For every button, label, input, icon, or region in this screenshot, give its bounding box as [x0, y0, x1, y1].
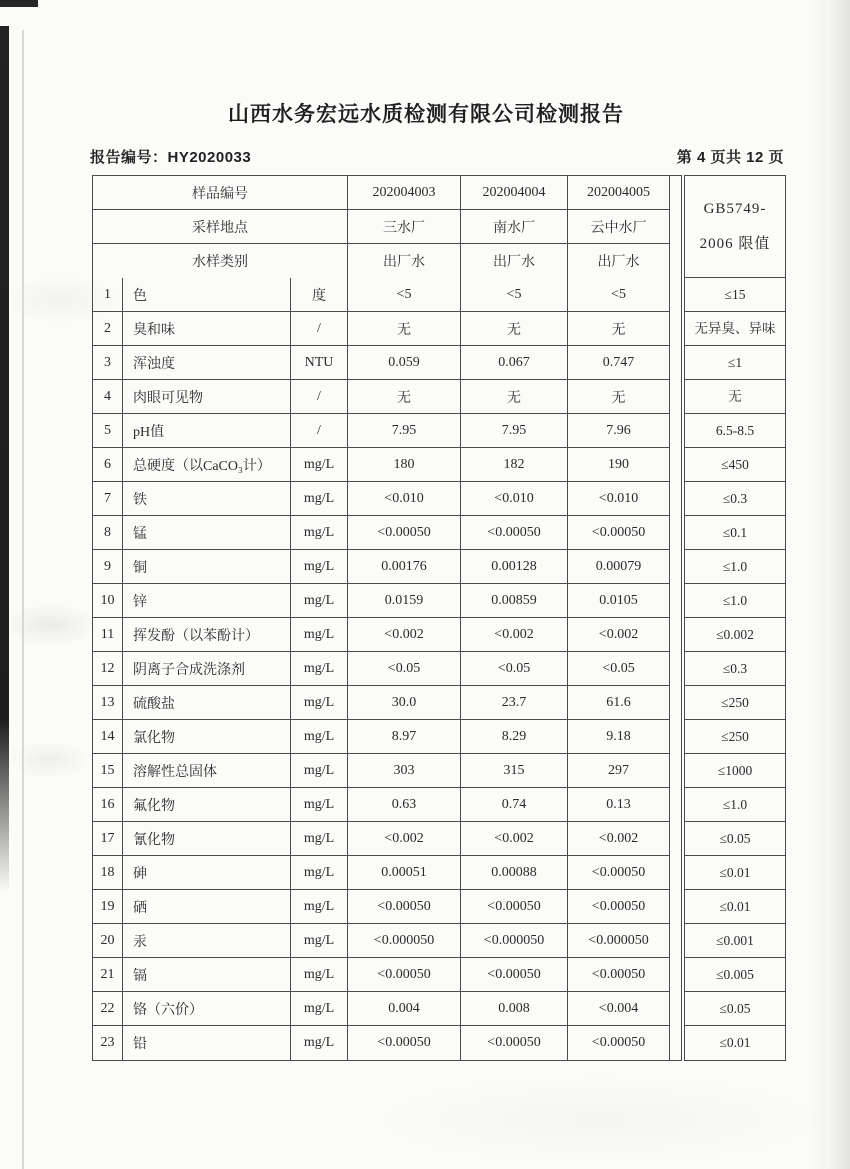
limit-standard-line1: GB5749- — [703, 200, 767, 217]
table-row — [93, 312, 669, 346]
table-row — [93, 550, 669, 584]
param-name-cell: pH值 — [123, 414, 291, 448]
value-cell: 0.00176 — [348, 550, 461, 584]
value-cell: <0.002 — [461, 822, 568, 856]
row-index-cell: 4 — [93, 380, 123, 414]
unit-cell: mg/L — [291, 890, 348, 924]
unit-cell: mg/L — [291, 788, 348, 822]
limits-table — [684, 175, 786, 1061]
unit-cell: mg/L — [291, 448, 348, 482]
param-name-cell: 硫酸盐 — [123, 686, 291, 720]
unit-cell: mg/L — [291, 482, 348, 516]
limit-cell: ≤450 — [685, 448, 785, 482]
value-cell: <0.000050 — [461, 924, 568, 958]
value-cell: 0.747 — [568, 346, 669, 380]
limit-cell: ≤15 — [685, 278, 785, 312]
limit-cell: ≤0.05 — [685, 822, 785, 856]
page-indicator: 第 4 页共 12 页 — [676, 149, 784, 166]
unit-cell: mg/L — [291, 652, 348, 686]
limit-cell: 6.5-8.5 — [685, 414, 785, 448]
row-index-cell: 3 — [93, 346, 123, 380]
limit-cell: ≤250 — [685, 686, 785, 720]
value-cell: <0.00050 — [348, 958, 461, 992]
value-cell: <0.002 — [568, 822, 669, 856]
header-row-location — [93, 210, 669, 244]
value-cell: 无 — [461, 312, 568, 346]
limit-cell: ≤1.0 — [685, 788, 785, 822]
row-index-cell: 19 — [93, 890, 123, 924]
row-index-cell: 1 — [93, 278, 123, 312]
unit-cell: mg/L — [291, 822, 348, 856]
limit-cell: ≤1 — [685, 346, 785, 380]
value-cell: <0.010 — [461, 482, 568, 516]
scan-top-edge-artifact — [0, 0, 38, 7]
value-cell: 0.059 — [348, 346, 461, 380]
limit-cell: ≤0.05 — [685, 992, 785, 1026]
param-name-cell: 浑浊度 — [123, 346, 291, 380]
value-cell: 0.00088 — [461, 856, 568, 890]
unit-cell: mg/L — [291, 516, 348, 550]
limit-cell: 无异臭、异味 — [685, 312, 785, 346]
sample-type-label-cell: 水样类别 — [93, 244, 348, 278]
value-cell: <0.00050 — [461, 1026, 568, 1060]
table-row — [93, 822, 669, 856]
param-name-cell: 臭和味 — [123, 312, 291, 346]
table-row — [93, 618, 669, 652]
unit-cell: mg/L — [291, 856, 348, 890]
location-cell: 三水厂 — [348, 210, 461, 244]
value-cell: 无 — [568, 312, 669, 346]
table-row — [93, 346, 669, 380]
value-cell: 0.00051 — [348, 856, 461, 890]
limit-cell: ≤0.3 — [685, 482, 785, 516]
value-cell: <5 — [568, 278, 669, 312]
param-name-cell: 氯化物 — [123, 720, 291, 754]
value-cell: 8.97 — [348, 720, 461, 754]
param-name-cell: 砷 — [123, 856, 291, 890]
limit-cell: ≤0.3 — [685, 652, 785, 686]
value-cell: 0.00128 — [461, 550, 568, 584]
sample-type-cell: 出厂水 — [461, 244, 568, 278]
page-edge-line — [22, 30, 24, 1169]
location-cell: 云中水厂 — [568, 210, 669, 244]
value-cell: 7.96 — [568, 414, 669, 448]
value-cell: 7.95 — [461, 414, 568, 448]
value-cell: <0.00050 — [568, 516, 669, 550]
value-cell: <0.05 — [348, 652, 461, 686]
table-spacer-column — [669, 175, 682, 1061]
row-index-cell: 7 — [93, 482, 123, 516]
table-row — [93, 720, 669, 754]
value-cell: <0.010 — [568, 482, 669, 516]
table-row — [93, 1026, 669, 1060]
table-row — [93, 584, 669, 618]
limit-cell: ≤0.005 — [685, 958, 785, 992]
value-cell: 8.29 — [461, 720, 568, 754]
row-index-cell: 21 — [93, 958, 123, 992]
row-index-cell: 17 — [93, 822, 123, 856]
value-cell: <0.000050 — [568, 924, 669, 958]
limit-cell: ≤250 — [685, 720, 785, 754]
value-cell: <0.002 — [568, 618, 669, 652]
limit-cell: ≤0.01 — [719, 1035, 751, 1050]
results-table — [93, 176, 669, 1060]
row-index-cell: 2 — [93, 312, 123, 346]
value-cell: <0.00050 — [461, 890, 568, 924]
sample-id-label-cell: 样品编号 — [93, 176, 348, 210]
param-name-cell: 铁 — [123, 482, 291, 516]
value-cell: <0.00050 — [568, 890, 669, 924]
header-row-sample-type — [93, 244, 669, 278]
unit-cell: mg/L — [291, 992, 348, 1026]
value-cell: <0.00050 — [461, 516, 568, 550]
limit-standard-line2: 2006 限值 — [699, 235, 771, 252]
report-title: 山西水务宏远水质检测有限公司检测报告 — [228, 103, 624, 126]
table-row — [93, 278, 669, 312]
value-cell: 无 — [348, 312, 461, 346]
param-name-cell: 锌 — [123, 584, 291, 618]
param-name-cell: 铜 — [123, 550, 291, 584]
row-index-cell: 10 — [93, 584, 123, 618]
value-cell: <0.00050 — [461, 958, 568, 992]
unit-cell: 度 — [291, 278, 348, 312]
value-cell: 0.00079 — [568, 550, 669, 584]
limit-cell: 无 — [685, 380, 785, 414]
param-name-cell: 汞 — [123, 924, 291, 958]
table-row — [93, 754, 669, 788]
value-cell: 182 — [461, 448, 568, 482]
sample-id-cell: 202004003 — [348, 176, 461, 210]
sample-id-cell: 202004004 — [461, 176, 568, 210]
value-cell: 0.0159 — [348, 584, 461, 618]
table-row — [93, 890, 669, 924]
unit-cell: / — [291, 312, 348, 346]
value-cell: 无 — [568, 380, 669, 414]
row-index-cell: 16 — [93, 788, 123, 822]
row-index-cell: 11 — [93, 618, 123, 652]
value-cell: 0.004 — [348, 992, 461, 1026]
value-cell: 0.74 — [461, 788, 568, 822]
limit-cell: ≤1.0 — [685, 550, 785, 584]
row-index-cell: 18 — [93, 856, 123, 890]
param-name-cell: 总硬度（以CaCO₃计） — [123, 448, 291, 482]
value-cell: 190 — [568, 448, 669, 482]
unit-cell: mg/L — [291, 958, 348, 992]
row-index-cell: 20 — [93, 924, 123, 958]
results-table-frame — [92, 175, 670, 1061]
unit-cell: / — [291, 414, 348, 448]
value-cell: 180 — [348, 448, 461, 482]
limit-cell: ≤0.01 — [685, 856, 785, 890]
param-name-cell: 挥发酚（以苯酚计） — [123, 618, 291, 652]
report-number: 报告编号：HY2020033 — [90, 149, 252, 166]
table-row — [93, 516, 669, 550]
value-cell: 0.13 — [568, 788, 669, 822]
row-index-cell: 6 — [93, 448, 123, 482]
value-cell: <0.00050 — [591, 1035, 646, 1050]
report-meta-row — [90, 146, 784, 167]
header-row-sample-id — [93, 176, 669, 210]
param-name-cell: 肉眼可见物 — [123, 380, 291, 414]
unit-cell: mg/L — [291, 618, 348, 652]
value-cell: <0.004 — [568, 992, 669, 1026]
limit-cells-container — [685, 278, 785, 1060]
table-row — [93, 686, 669, 720]
table-row — [93, 958, 669, 992]
row-index-cell: 8 — [93, 516, 123, 550]
scan-left-edge-artifact — [0, 26, 9, 892]
unit-cell: mg/L — [291, 924, 348, 958]
row-index-cell: 5 — [93, 414, 123, 448]
param-name-cell: 氰化物 — [123, 822, 291, 856]
row-index-cell: 13 — [93, 686, 123, 720]
unit-cell: / — [291, 380, 348, 414]
results-body — [93, 278, 669, 1060]
row-index-cell: 14 — [93, 720, 123, 754]
param-name-cell: 铅 — [123, 1026, 291, 1060]
table-row — [93, 924, 669, 958]
value-cell: 303 — [348, 754, 461, 788]
limit-cell: ≤0.1 — [685, 516, 785, 550]
value-cell: 无 — [348, 380, 461, 414]
location-label-cell: 采样地点 — [93, 210, 348, 244]
value-cell: <0.000050 — [348, 924, 461, 958]
param-name-cell: 铬（六价） — [123, 992, 291, 1026]
unit-cell: mg/L — [291, 754, 348, 788]
limit-cell: ≤0.01 — [685, 890, 785, 924]
value-cell: <0.05 — [461, 652, 568, 686]
limit-cell: ≤0.001 — [685, 924, 785, 958]
value-cell: <0.002 — [461, 618, 568, 652]
row-index-cell: 12 — [93, 652, 123, 686]
value-cell: 0.067 — [461, 346, 568, 380]
value-cell: <5 — [461, 278, 568, 312]
value-cell: <0.002 — [348, 618, 461, 652]
param-name-cell: 阴离子合成洗涤剂 — [123, 652, 291, 686]
unit-cell: mg/L — [291, 686, 348, 720]
value-cell: 30.0 — [348, 686, 461, 720]
param-name-cell: 色 — [123, 278, 291, 312]
value-cell: <0.00050 — [568, 856, 669, 890]
table-row — [93, 380, 669, 414]
value-cell: 297 — [568, 754, 669, 788]
value-cell: <0.00050 — [348, 516, 461, 550]
location-cell: 南水厂 — [461, 210, 568, 244]
row-index-cell: 22 — [93, 992, 123, 1026]
table-row — [93, 448, 669, 482]
value-cell: <0.010 — [348, 482, 461, 516]
row-index-cell: 15 — [93, 754, 123, 788]
table-row — [93, 414, 669, 448]
value-cell: 9.18 — [568, 720, 669, 754]
value-cell: <0.00050 — [568, 958, 669, 992]
value-cell: <0.05 — [568, 652, 669, 686]
value-cell: <0.002 — [348, 822, 461, 856]
value-cell: 0.008 — [461, 992, 568, 1026]
sample-type-cell: 出厂水 — [597, 255, 640, 270]
value-cell: 0.63 — [348, 788, 461, 822]
value-cell: 23.7 — [461, 686, 568, 720]
value-cell: <5 — [348, 278, 461, 312]
unit-cell: mg/L — [291, 1026, 348, 1060]
limit-cell: ≤1000 — [685, 754, 785, 788]
row-index-cell: 9 — [93, 550, 123, 584]
table-row — [93, 856, 669, 890]
table-row — [93, 788, 669, 822]
value-cell: <0.00050 — [348, 1026, 461, 1060]
value-cell: 315 — [461, 754, 568, 788]
unit-cell: NTU — [291, 346, 348, 380]
limit-cell: ≤1.0 — [685, 584, 785, 618]
param-name-cell: 镉 — [123, 958, 291, 992]
unit-cell: mg/L — [291, 550, 348, 584]
param-name-cell: 硒 — [123, 890, 291, 924]
table-row — [93, 482, 669, 516]
sample-id-cell: 202004005 — [568, 176, 669, 210]
unit-cell: mg/L — [291, 720, 348, 754]
limit-standard-header — [685, 176, 785, 278]
table-row — [93, 992, 669, 1026]
sample-type-cell: 出厂水 — [348, 244, 461, 278]
value-cell: 61.6 — [568, 686, 669, 720]
value-cell: 0.00859 — [461, 584, 568, 618]
table-row — [93, 652, 669, 686]
value-cell: <0.00050 — [348, 890, 461, 924]
limit-cell: ≤0.002 — [685, 618, 785, 652]
value-cell: 0.0105 — [568, 584, 669, 618]
param-name-cell: 锰 — [123, 516, 291, 550]
param-name-cell: 氟化物 — [123, 788, 291, 822]
param-name-cell: 溶解性总固体 — [123, 754, 291, 788]
value-cell: 无 — [461, 380, 568, 414]
row-index-cell: 23 — [93, 1026, 123, 1060]
unit-cell: mg/L — [291, 584, 348, 618]
value-cell: 7.95 — [348, 414, 461, 448]
